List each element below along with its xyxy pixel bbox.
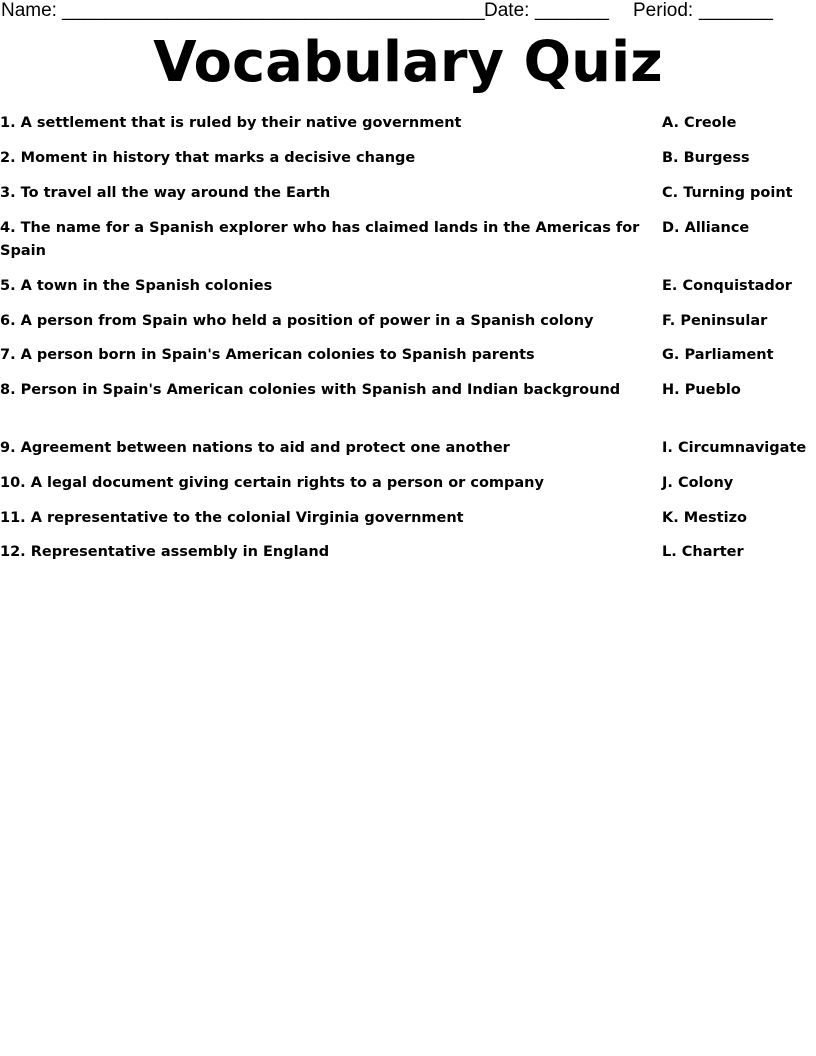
question-item: 1. A settlement that is ruled by their native government bbox=[0, 115, 462, 131]
period-blank-line: _______ bbox=[699, 0, 773, 21]
date-label: Date: bbox=[484, 0, 530, 21]
header-line bbox=[0, 0, 816, 22]
question-item: 4. The name for a Spanish explorer who has claimed lands in the Americas for Spain bbox=[0, 220, 640, 259]
page-title: Vocabulary Quiz bbox=[153, 30, 663, 95]
answer-item: H. Pueblo bbox=[662, 382, 741, 398]
question-item: 9. Agreement between nations to aid and protect one another bbox=[0, 440, 510, 456]
answer-item: J. Colony bbox=[662, 475, 734, 491]
question-item: 10. A legal document giving certain rights to a person or company bbox=[0, 475, 544, 491]
answer-item: I. Circumnavigate bbox=[662, 440, 807, 456]
answer-item: K. Mestizo bbox=[662, 510, 747, 526]
question-item: 12. Representative assembly in England bbox=[0, 544, 330, 560]
name-blank-line: ________________________________________ bbox=[62, 0, 485, 21]
question-item: 2. Moment in history that marks a decisive change bbox=[0, 150, 416, 166]
name-label: Name: bbox=[1, 0, 57, 21]
question-item: 5. A town in the Spanish colonies bbox=[0, 278, 273, 294]
date-blank-line: _______ bbox=[535, 0, 609, 21]
answer-list bbox=[662, 112, 816, 576]
answer-item: D. Alliance bbox=[662, 220, 750, 236]
question-item: 3. To travel all the way around the Earth bbox=[0, 185, 331, 201]
answer-item: L. Charter bbox=[662, 544, 744, 560]
answer-item: B. Burgess bbox=[662, 150, 750, 166]
period-label: Period: bbox=[633, 0, 694, 21]
answer-item: A. Creole bbox=[662, 115, 737, 131]
question-item: 6. A person from Spain who held a position of power in a Spanish colony bbox=[0, 313, 594, 329]
question-item: 11. A representative to the colonial Virginia government bbox=[0, 510, 464, 526]
question-item: 7. A person born in Spain's American colonies to Spanish parents bbox=[0, 347, 535, 363]
question-list bbox=[0, 112, 650, 576]
answer-item: G. Parliament bbox=[662, 347, 774, 363]
answer-item: C. Turning point bbox=[662, 185, 793, 201]
answer-item: F. Peninsular bbox=[662, 313, 768, 329]
answer-item: E. Conquistador bbox=[662, 278, 792, 294]
question-item: 8. Person in Spain's American colonies with Spanish and Indian background bbox=[0, 382, 621, 398]
